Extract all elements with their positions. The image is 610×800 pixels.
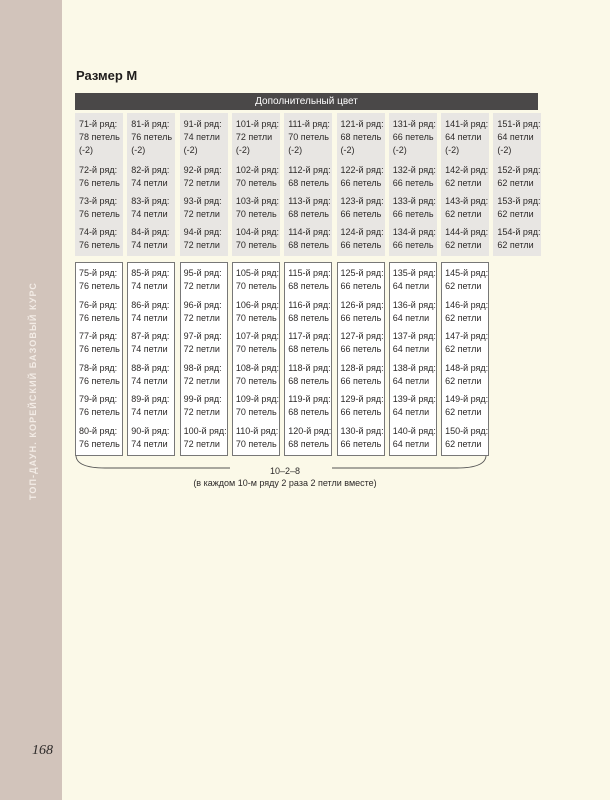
stitch-count: 78 петель (79, 132, 120, 142)
stitch-count: 72 петли (183, 240, 220, 250)
row-cell (184, 362, 222, 388)
stitch-count: 70 петель (235, 281, 277, 291)
decrease-note: (-2) (445, 145, 460, 155)
row-label: 119-й ряд: (288, 394, 331, 404)
stitch-count: 72 петли (183, 178, 220, 188)
row-label: 89-й ряд: (131, 394, 170, 404)
row-label: 152-й ряд: (497, 165, 541, 175)
row-label: 88-й ряд: (131, 362, 170, 373)
row-label: 114-й ряд: (288, 227, 331, 237)
row-cell (184, 330, 222, 356)
row-label: 74-й ряд: (79, 227, 118, 237)
row-label: 145-й ряд: (445, 268, 489, 278)
row-cell (79, 118, 120, 157)
row-cell (184, 226, 222, 252)
stitch-count: 62 петли (445, 209, 482, 219)
row-cell (236, 226, 279, 252)
row-cell (79, 362, 120, 388)
row-label: 136-й ряд: (392, 299, 436, 310)
row-cell (236, 195, 279, 221)
decrease-note: (-2) (340, 145, 355, 155)
row-label: 73-й ряд: (79, 196, 118, 206)
stitch-count: 68 петель (288, 281, 329, 291)
row-cell (236, 299, 279, 325)
stitch-count: 72 петли (183, 438, 220, 449)
row-cell (341, 164, 384, 190)
row-cell (288, 425, 331, 451)
decrease-note: (-2) (235, 145, 250, 155)
row-cell (79, 330, 120, 356)
stitch-count: 64 петли (445, 132, 482, 142)
row-label: 133-й ряд: (392, 196, 436, 206)
stitch-count: 74 петли (131, 178, 168, 188)
stitch-count: 68 петель (288, 438, 329, 449)
row-label: 101-й ряд: (235, 119, 279, 129)
row-cell (497, 226, 540, 252)
row-label: 151-й ряд: (497, 119, 541, 129)
row-label: 95-й ряд: (183, 268, 222, 278)
stitch-count: 68 петель (288, 375, 329, 386)
row-label: 131-й ряд: (392, 119, 436, 129)
row-cell (393, 226, 436, 252)
row-cell (79, 226, 120, 252)
stitch-count: 76 петель (79, 281, 120, 291)
row-label: 110-й ряд: (235, 425, 279, 436)
row-label: 98-й ряд: (183, 362, 222, 373)
row-cell (79, 393, 120, 419)
row-cell (445, 299, 488, 325)
row-cell (131, 393, 169, 419)
stitch-count: 70 петель (235, 312, 277, 323)
stitch-count: 70 петель (288, 132, 329, 142)
row-label: 122-й ряд: (340, 165, 384, 175)
row-cell (393, 299, 436, 325)
row-label: 72-й ряд: (79, 165, 118, 175)
row-label: 142-й ряд: (445, 165, 489, 175)
stitch-count: 64 петли (392, 281, 430, 291)
stitch-count: 62 петли (497, 209, 534, 219)
stitch-count: 64 петли (392, 438, 430, 449)
row-cell (341, 393, 384, 419)
row-cell (131, 164, 169, 190)
stitch-count: 68 петель (288, 209, 329, 219)
stitch-count: 66 петель (340, 407, 382, 417)
stitch-count: 76 петель (131, 132, 173, 142)
row-label: 111-й ряд: (288, 119, 330, 129)
row-cell (288, 164, 330, 190)
row-label: 118-й ряд: (288, 362, 331, 373)
row-cell (445, 267, 488, 293)
stitch-count: 70 петель (235, 375, 277, 386)
row-label: 78-й ряд: (79, 362, 118, 373)
row-cell (79, 299, 120, 325)
row-cell (131, 267, 169, 293)
stitch-count: 74 петли (131, 375, 168, 386)
stitch-count: 62 петли (445, 407, 482, 417)
row-label: 94-й ряд: (183, 227, 222, 237)
row-label: 84-й ряд: (131, 227, 170, 237)
row-label: 80-й ряд: (79, 425, 118, 436)
row-label: 139-й ряд: (392, 394, 436, 404)
stitch-count: 68 петель (288, 407, 329, 417)
row-label: 149-й ряд: (445, 394, 489, 404)
row-cell (341, 195, 384, 221)
stitch-count: 68 петель (288, 344, 329, 354)
row-label: 107-й ряд: (235, 331, 279, 341)
stitch-count: 64 петли (392, 344, 430, 354)
row-label: 113-й ряд: (288, 196, 331, 206)
row-cell (184, 393, 222, 419)
stitch-count: 72 петли (183, 344, 220, 354)
row-label: 102-й ряд: (235, 165, 279, 175)
row-label: 138-й ряд: (392, 362, 436, 373)
row-label: 81-й ряд: (131, 119, 170, 129)
row-cell (393, 118, 436, 157)
row-cell (236, 330, 279, 356)
brace-label-formula: 10–2–8 (269, 466, 301, 476)
page-number: 168 (32, 743, 53, 758)
row-cell (341, 362, 384, 388)
stitch-count: 72 петли (183, 209, 220, 219)
row-cell (341, 118, 384, 157)
stitch-count: 76 петель (79, 209, 120, 219)
row-label: 126-й ряд: (340, 299, 384, 310)
row-cell (236, 425, 278, 451)
stitch-count: 62 петли (445, 375, 482, 386)
row-cell (393, 195, 436, 221)
stitch-count: 62 петли (445, 312, 482, 323)
row-label: 135-й ряд: (392, 268, 436, 278)
row-cell (131, 118, 172, 157)
row-label: 100-й ряд: (183, 425, 227, 436)
brace-label-note: (в каждом 10-м ряду 2 раза 2 петли вместе) (193, 478, 377, 488)
stitch-count: 64 петли (392, 312, 430, 323)
row-label: 132-й ряд: (392, 165, 436, 175)
stitch-count: 70 петель (235, 178, 277, 188)
stitch-count: 70 петель (235, 438, 277, 449)
stitch-count: 62 петли (445, 344, 482, 354)
row-label: 154-й ряд: (497, 227, 541, 237)
row-cell (288, 362, 330, 388)
row-label: 85-й ряд: (131, 268, 170, 278)
stitch-count: 72 петли (235, 132, 273, 142)
stitch-count: 76 петель (79, 407, 120, 417)
stitch-count: 76 петель (79, 344, 120, 354)
stitch-count: 70 петель (235, 240, 277, 250)
row-cell (131, 299, 169, 325)
stitch-count: 66 петель (340, 240, 382, 250)
row-label: 71-й ряд: (79, 119, 118, 129)
decrease-note: (-2) (131, 145, 146, 155)
stitch-count: 70 петель (235, 344, 277, 354)
row-cell (236, 393, 279, 419)
row-cell (288, 299, 330, 325)
row-label: 87-й ряд: (131, 331, 170, 341)
row-cell (393, 330, 436, 356)
stitch-count: 76 петель (79, 312, 120, 323)
row-label: 112-й ряд: (288, 165, 331, 175)
stitch-count: 74 петли (131, 438, 168, 449)
row-label: 96-й ряд: (183, 299, 222, 310)
row-label: 108-й ряд: (235, 362, 279, 373)
row-label: 153-й ряд: (497, 196, 541, 206)
row-cell (393, 425, 436, 451)
row-label: 77-й ряд: (79, 331, 118, 341)
row-cell (184, 164, 222, 190)
brace-label (190, 465, 380, 489)
row-label: 129-й ряд: (340, 394, 384, 404)
row-cell (236, 362, 279, 388)
stitch-count: 74 петли (131, 344, 168, 354)
row-cell (445, 393, 488, 419)
row-label: 127-й ряд: (340, 331, 384, 341)
row-label: 124-й ряд: (340, 227, 384, 237)
row-cell (497, 118, 540, 157)
stitch-count: 74 петли (131, 240, 168, 250)
row-cell (393, 267, 436, 293)
row-cell (393, 164, 436, 190)
row-label: 144-й ряд: (445, 227, 489, 237)
decrease-note: (-2) (497, 145, 512, 155)
row-cell (288, 330, 330, 356)
row-label: 91-й ряд: (183, 119, 222, 129)
row-cell (131, 330, 169, 356)
row-cell (184, 299, 222, 325)
stitch-count: 68 петель (288, 178, 329, 188)
row-label: 90-й ряд: (131, 425, 170, 436)
row-label: 76-й ряд: (79, 299, 118, 310)
stitch-count: 62 петли (445, 178, 482, 188)
stitch-count: 68 петель (340, 132, 382, 142)
row-label: 92-й ряд: (183, 165, 222, 175)
row-label: 106-й ряд: (235, 299, 279, 310)
row-label: 97-й ряд: (183, 331, 222, 341)
row-cell (79, 195, 120, 221)
row-label: 150-й ряд: (445, 425, 489, 436)
row-cell (131, 425, 169, 451)
row-label: 137-й ряд: (392, 331, 436, 341)
row-label: 148-й ряд: (445, 362, 489, 373)
stitch-count: 62 петли (445, 281, 482, 291)
row-cell (445, 330, 488, 356)
row-label: 128-й ряд: (340, 362, 384, 373)
row-cell (184, 195, 222, 221)
stitch-count: 66 петель (392, 240, 434, 250)
row-cell (341, 330, 384, 356)
stitch-count: 66 петель (340, 178, 382, 188)
row-label: 146-й ряд: (445, 299, 489, 310)
row-label: 147-й ряд: (445, 331, 489, 341)
stitch-count: 74 петли (183, 132, 220, 142)
row-label: 109-й ряд: (235, 394, 279, 404)
row-label: 86-й ряд: (131, 299, 170, 310)
row-label: 83-й ряд: (131, 196, 170, 206)
stitch-count: 76 петель (79, 375, 120, 386)
row-cell (236, 267, 279, 293)
stitch-count: 68 петель (288, 240, 329, 250)
row-label: 123-й ряд: (340, 196, 384, 206)
stitch-count: 74 петли (131, 209, 168, 219)
row-cell (184, 118, 222, 157)
stitch-count: 72 петли (183, 281, 220, 291)
stitch-count: 76 петель (79, 178, 120, 188)
stitch-count: 76 петель (79, 240, 120, 250)
decrease-note: (-2) (79, 145, 93, 155)
row-cell (288, 118, 330, 157)
row-cell (288, 226, 330, 252)
row-cell (236, 164, 279, 190)
stitch-count: 66 петель (340, 438, 382, 449)
stitch-count: 72 петли (183, 375, 220, 386)
row-cell (79, 425, 120, 451)
row-cell (393, 393, 436, 419)
row-label: 121-й ряд: (340, 119, 384, 129)
row-label: 103-й ряд: (235, 196, 279, 206)
stitch-count: 68 петель (288, 312, 329, 323)
stitch-count: 62 петли (497, 178, 534, 188)
row-cell (445, 425, 488, 451)
stitch-count: 64 петли (392, 375, 430, 386)
row-cell (288, 195, 330, 221)
row-label: 99-й ряд: (183, 394, 222, 404)
row-cell (341, 226, 384, 252)
row-cell (79, 267, 120, 293)
row-cell (79, 164, 120, 190)
section-title: Размер М (76, 68, 138, 83)
row-label: 104-й ряд: (235, 227, 279, 237)
stitch-count: 62 петли (445, 240, 482, 250)
row-label: 93-й ряд: (183, 196, 222, 206)
row-label: 140-й ряд: (392, 425, 436, 436)
row-cell (445, 118, 488, 157)
row-label: 115-й ряд: (288, 268, 331, 278)
row-label: 105-й ряд: (235, 268, 279, 278)
stitch-count: 64 петли (497, 132, 534, 142)
row-label: 125-й ряд: (340, 268, 384, 278)
stitch-count: 66 петель (340, 312, 382, 323)
row-cell (445, 362, 488, 388)
stitch-count: 74 петли (131, 407, 168, 417)
row-cell (288, 393, 330, 419)
stitch-count: 64 петли (392, 407, 430, 417)
row-cell (445, 164, 488, 190)
row-cell (497, 164, 540, 190)
row-cell (131, 226, 169, 252)
stitch-count: 62 петли (445, 438, 482, 449)
row-cell (393, 362, 436, 388)
row-cell (288, 267, 330, 293)
stitch-count: 70 петель (235, 407, 277, 417)
row-cell (131, 362, 169, 388)
stitch-count: 70 петель (235, 209, 277, 219)
row-label: 141-й ряд: (445, 119, 489, 129)
stitch-count: 76 петель (79, 438, 120, 449)
stitch-count: 66 петель (392, 178, 434, 188)
row-cell (184, 267, 222, 293)
row-label: 143-й ряд: (445, 196, 489, 206)
row-label: 79-й ряд: (79, 394, 118, 404)
decrease-note: (-2) (183, 145, 198, 155)
row-cell (341, 425, 384, 451)
stitch-count: 66 петель (392, 132, 434, 142)
row-label: 134-й ряд: (392, 227, 436, 237)
row-cell (236, 118, 279, 157)
row-label: 116-й ряд: (288, 299, 331, 310)
row-label: 75-й ряд: (79, 268, 118, 278)
stitch-count: 66 петель (392, 209, 434, 219)
row-label: 82-й ряд: (131, 165, 170, 175)
row-label: 130-й ряд: (340, 425, 384, 436)
stitch-count: 62 петли (497, 240, 534, 250)
header-bar: Дополнительный цвет (75, 93, 538, 110)
stitch-count: 66 петель (340, 209, 382, 219)
decrease-note: (-2) (392, 145, 407, 155)
row-cell (184, 425, 227, 451)
row-label: 117-й ряд: (288, 331, 331, 341)
stitch-count: 66 петель (340, 344, 382, 354)
row-cell (445, 195, 488, 221)
stitch-count: 74 петли (131, 312, 168, 323)
stitch-count: 72 петли (183, 312, 220, 323)
row-label: 120-й ряд: (288, 425, 332, 436)
stitch-count: 74 петли (131, 281, 168, 291)
stitch-count: 66 петель (340, 281, 382, 291)
decrease-note: (-2) (288, 145, 303, 155)
stitch-count: 72 петли (183, 407, 220, 417)
row-cell (445, 226, 488, 252)
side-title: ТОП-ДАУН. КОРЕЙСКИЙ БАЗОВЫЙ КУРС (28, 281, 38, 500)
row-cell (341, 267, 384, 293)
stitch-count: 66 петель (340, 375, 382, 386)
row-cell (131, 195, 169, 221)
row-cell (341, 299, 384, 325)
row-cell (497, 195, 540, 221)
